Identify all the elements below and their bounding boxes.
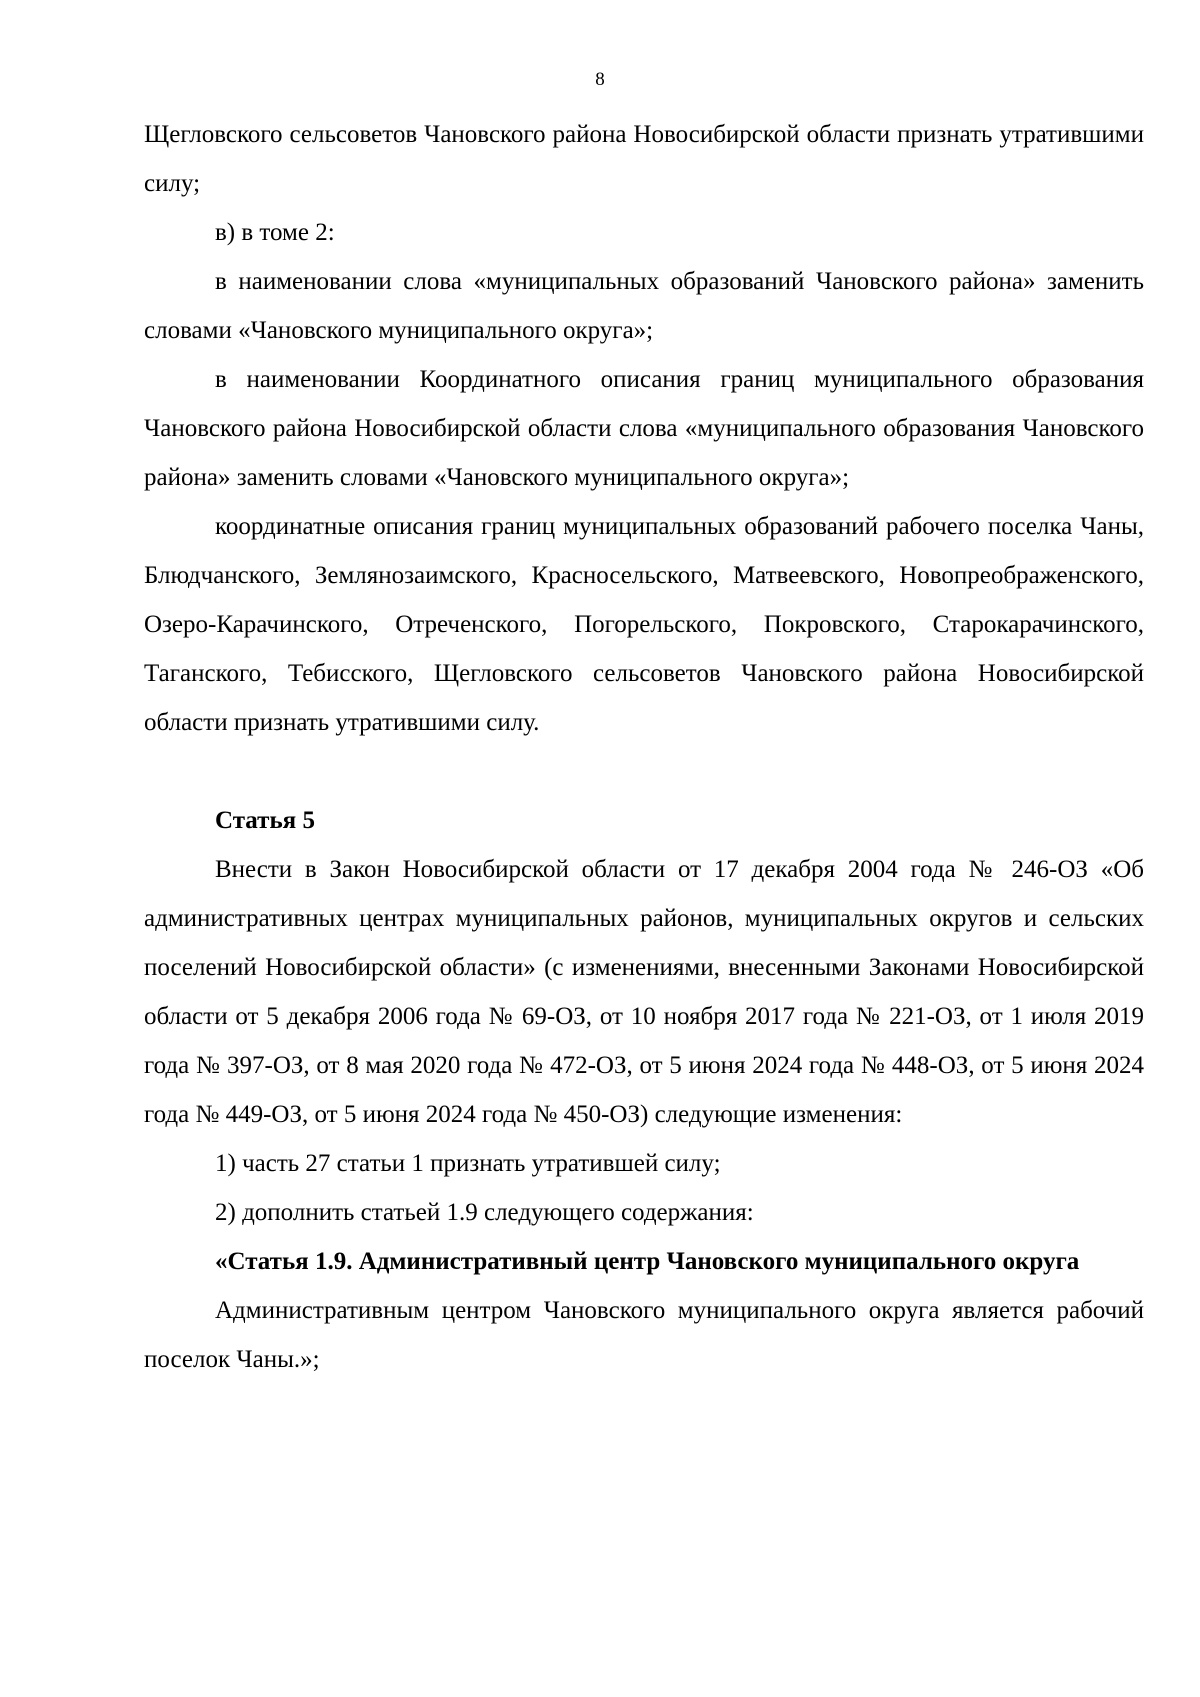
page-number: 8	[595, 69, 605, 90]
article-5-item-1: 1) часть 27 статьи 1 признать утратившей силу;	[215, 1150, 721, 1177]
document-body	[144, 110, 1144, 1384]
paragraph-title-replacement: в наименовании слова «муниципальных образований Чановского района» заменить словами «Чановского муниципального округа»;	[144, 268, 1144, 344]
paragraph-coordinate-description-title: в наименовании Координатного описания границ муниципального образования Чановского района Новосибирской области слова «муниципального образования Чановского района» заменить словами «Чановского муниципального округа»;	[144, 366, 1144, 491]
paragraph-volume-2: в) в томе 2:	[215, 219, 335, 246]
article-1-9-heading: «Статья 1.9. Административный центр Чановского муниципального округа	[215, 1248, 1080, 1275]
section-spacer	[144, 747, 1144, 796]
article-1-9-text: Административным центром Чановского муниципального округа является рабочий поселок Чаны.»;	[144, 1297, 1144, 1373]
article-5-intro: Внести в Закон Новосибирской области от 17 декабря 2004 года № 246-ОЗ «Об административных центрах муниципальных районов, муниципальных округов и сельских поселений Новосибирской области» (с изменениями, внесенными Законами Новосибирской области от 5 декабря 2006 года № 69-ОЗ, от 10 ноября 2017 года № 221-ОЗ, от 1 июля 2019 года № 397-ОЗ, от 8 мая 2020 года № 472-ОЗ, от 5 июня 2024 года № 448-ОЗ, от 5 июня 2024 года № 449-ОЗ, от 5 июня 2024 года № 450-ОЗ) следующие изменения:	[144, 856, 1144, 1128]
paragraph-continuation: Щегловского сельсоветов Чановского района Новосибирской области признать утратившими силу;	[144, 121, 1144, 197]
article-5-item-2: 2) дополнить статьей 1.9 следующего содержания:	[215, 1199, 754, 1226]
article-5-heading: Статья 5	[215, 807, 315, 834]
paragraph-coordinate-descriptions-repeal: координатные описания границ муниципальных образований рабочего поселка Чаны, Блюдчанского, Землянозаимского, Красносельского, Матвеевского, Новопреображенского, Озеро-Карачинского, Отреченского, Погорельского, Покровского, Старокарачинского, Таганского, Тебисского, Щегловского сельсоветов Чановского района Новосибирской области признать утратившими силу.	[144, 513, 1144, 736]
